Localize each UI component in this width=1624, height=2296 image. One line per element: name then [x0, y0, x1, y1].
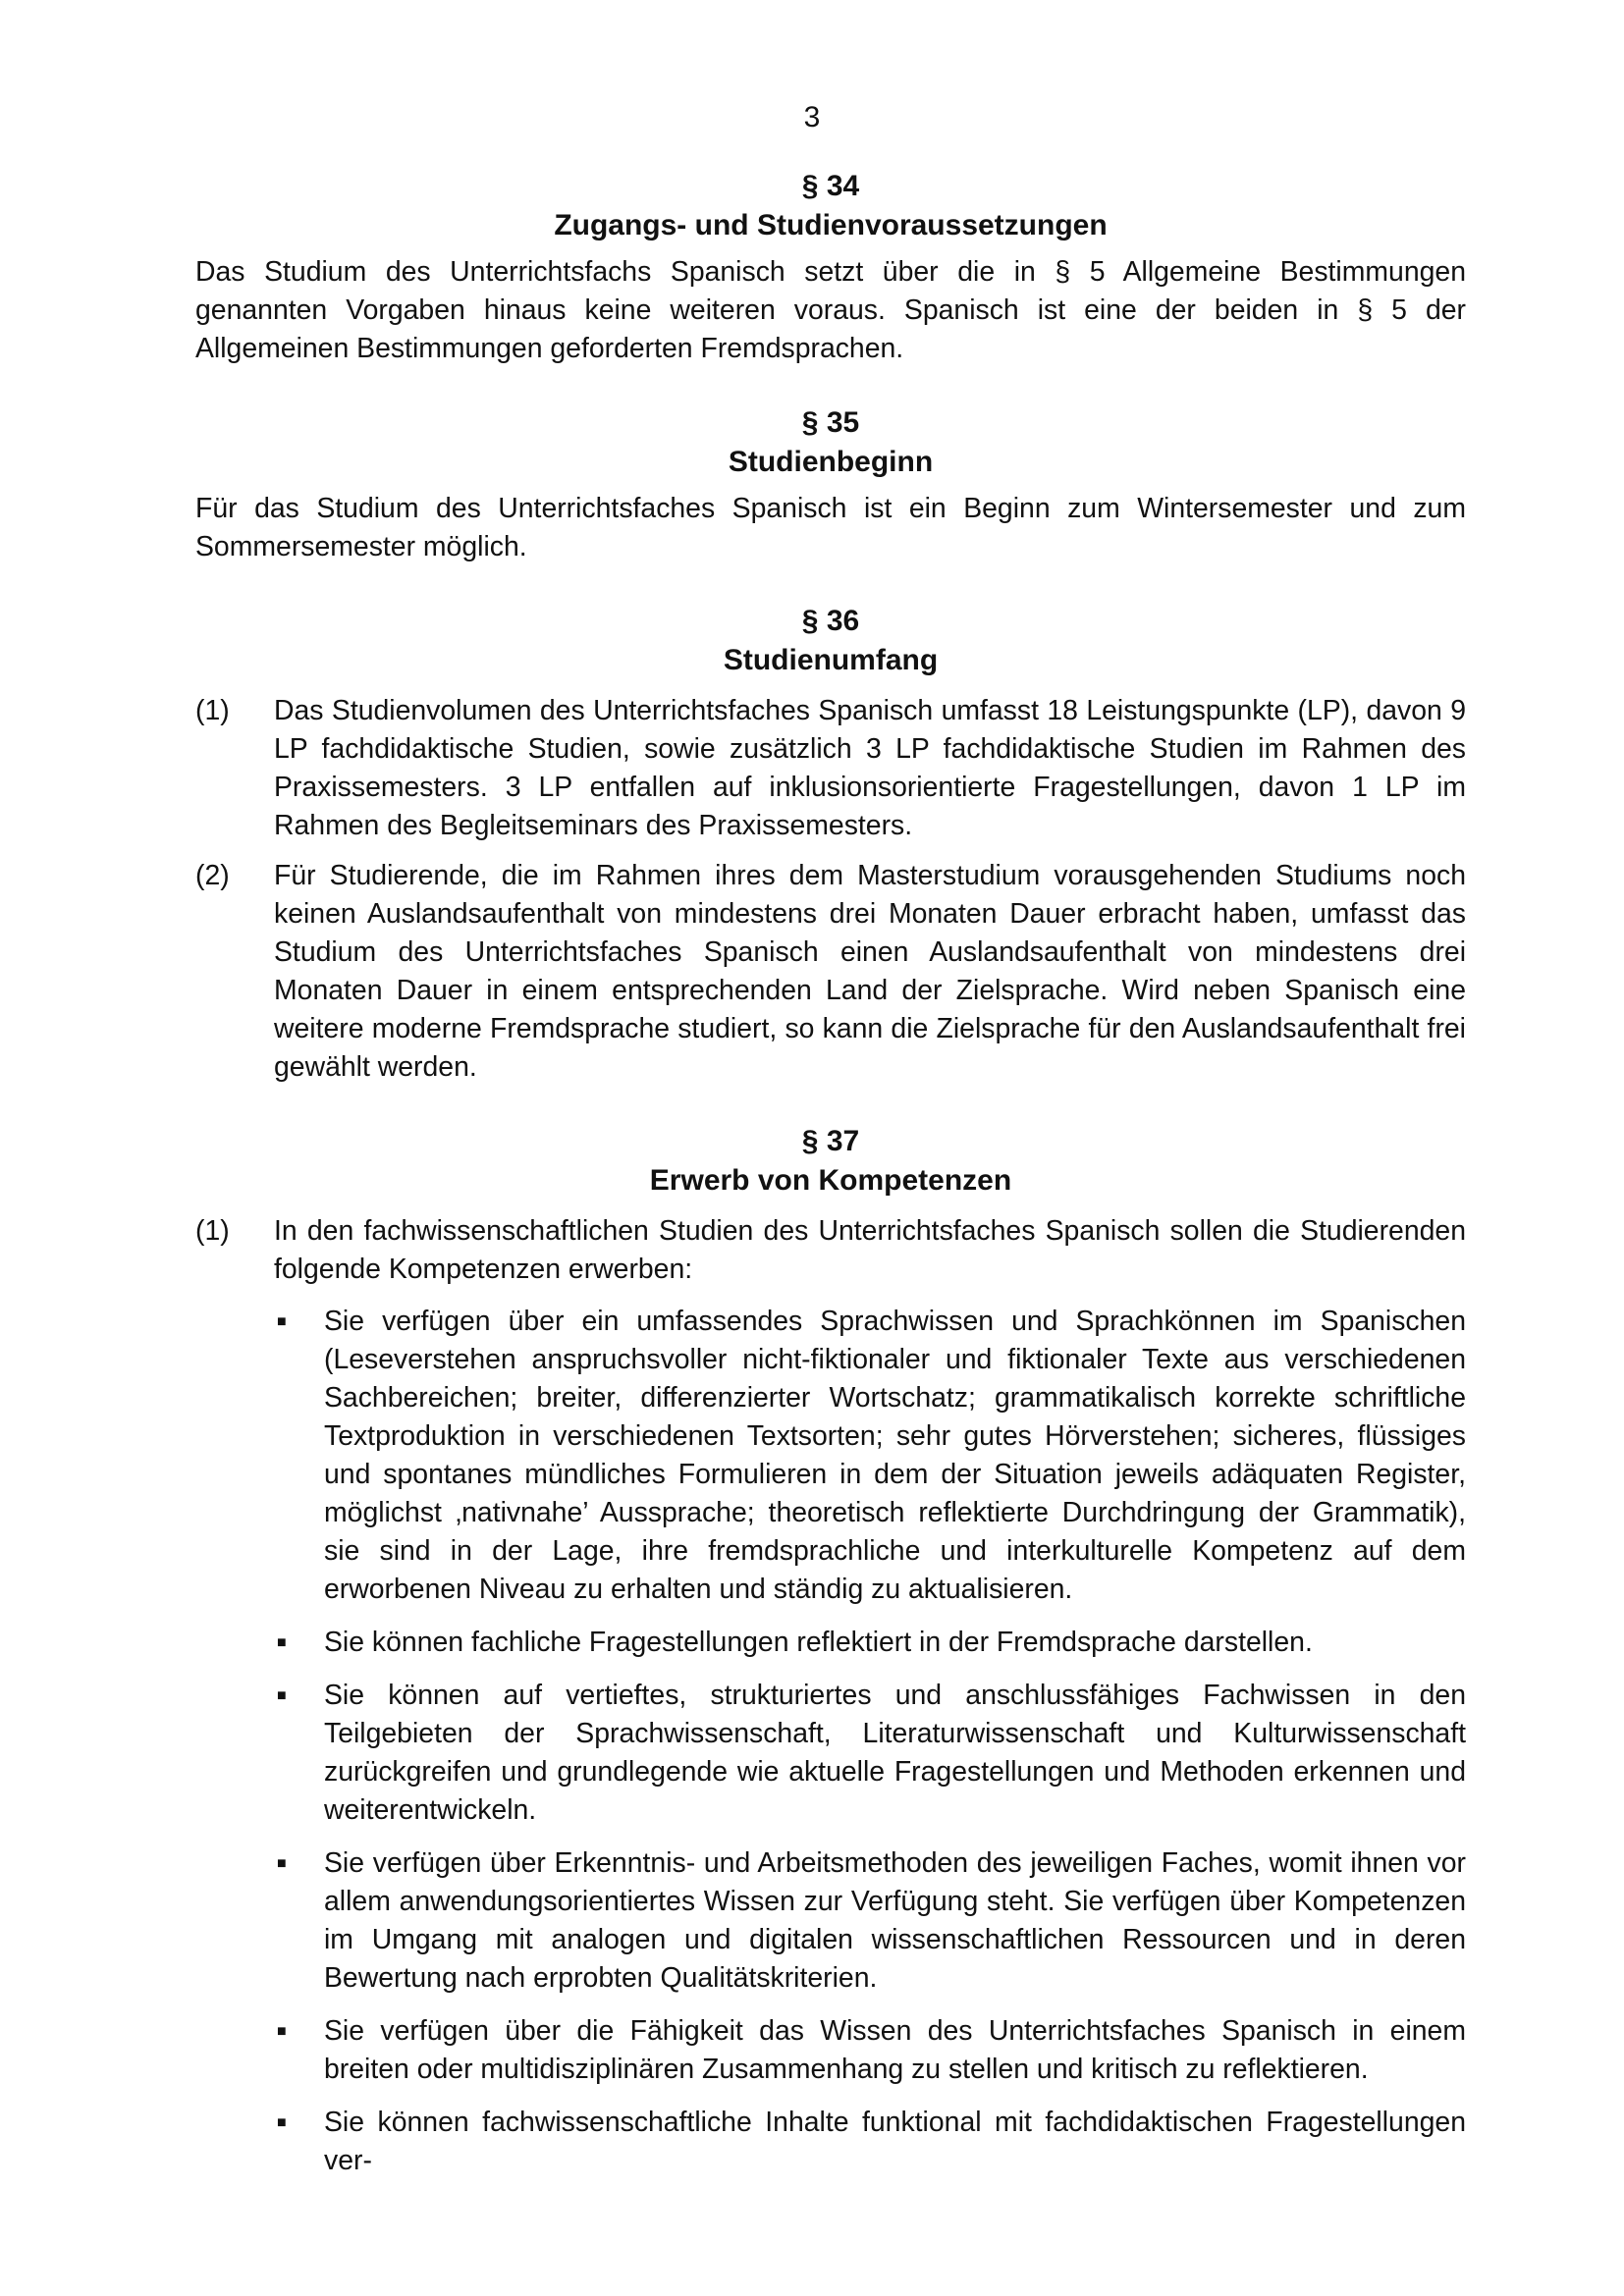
item-number: (1)	[195, 695, 230, 726]
section-34	[195, 167, 1466, 368]
square-bullet-icon: ■	[277, 1687, 287, 1704]
bullet-item	[274, 1303, 1466, 1609]
bullet-text: Sie verfügen über Erkenntnis- und Arbeitsmethoden des jeweiligen Faches, womit ihnen vor allem anwendungsorientiertes Wissen zur Verfügung steht. Sie verfügen über Kompetenzen im Umgang mit analogen und digitalen wissenschaftlichen Ressourcen und in deren Bewertung nach erprobten Qualitätskriterien.	[324, 1847, 1466, 1994]
competence-list	[274, 1303, 1466, 2180]
item-text: Für Studierende, die im Rahmen ihres dem Masterstudium vorausgehenden Studiums noch keinen Auslandsaufenthalt von mindestens drei Monaten Dauer erbracht haben, umfasst das Studium des Unterrichtsfaches Spanisch einen Auslandsaufenthalt von mindestens drei Monaten Dauer in einem entsprechenden Land der Zielsprache. Wird neben Spanisch eine weitere moderne Fremdsprache studiert, so kann die Zielsprache für den Auslandsaufenthalt frei gewählt werden.	[274, 860, 1466, 1083]
section-number: § 37	[801, 1125, 860, 1157]
item-text: Das Studienvolumen des Unterrichtsfaches Spanisch umfasst 18 Leistungspunkte (LP), davon 9 LP fachdidaktische Studien, sowie zusätzlich 3 LP fachdidaktische Studien im Rahmen des Praxissemesters. 3 LP entfallen auf inklusionsorientierte Fragestellungen, davon 1 LP im Rahmen des Begleitseminars des Praxissemesters.	[274, 695, 1466, 841]
bullet-text: Sie können fachliche Fragestellungen reflektiert in der Fremdsprache darstellen.	[324, 1627, 1313, 1658]
square-bullet-icon: ■	[277, 1855, 287, 1872]
square-bullet-icon: ■	[277, 2023, 287, 2040]
bullet-item	[274, 2012, 1466, 2089]
list-item	[195, 692, 1466, 845]
section-title: Zugangs- und Studienvoraussetzungen	[554, 209, 1108, 241]
item-number: (2)	[195, 860, 230, 891]
section-35	[195, 403, 1466, 566]
square-bullet-icon: ■	[277, 1313, 287, 1330]
document-body	[195, 167, 1466, 2230]
section-paragraph: Für das Studium des Unterrichtsfaches Spanisch ist ein Beginn zum Wintersemester und zum Sommersemester möglich.	[195, 493, 1466, 562]
section-title: Studienumfang	[723, 644, 939, 676]
section-number: § 34	[801, 170, 860, 202]
bullet-text: Sie verfügen über ein umfassendes Sprachwissen und Sprachkönnen im Spanischen (Leseverstehen anspruchsvoller nicht-fiktionaler und fiktionaler Texte aus verschiedenen Sachbereichen; breiter, differenzierter Wortschatz; grammatikalisch korrekte schriftliche Textproduktion in verschiedenen Textsorten; sehr gutes Hörverstehen; sicheres, flüssiges und spontanes mündliches Formulieren in dem der Situation jeweils adäquaten Register, möglichst ‚nativnahe’ Aussprache; theoretisch reflektierte Durchdringung der Grammatik), sie sind in der Lage, ihre fremdsprachliche und interkulturelle Kompetenz auf dem erworbenen Niveau zu erhalten und ständig zu aktualisieren.	[324, 1306, 1466, 1605]
section-36	[195, 602, 1466, 1087]
bullet-text: Sie können auf vertieftes, strukturiertes und anschlussfähiges Fachwissen in den Teilgebieten der Sprachwissenschaft, Literaturwissenschaft und Kulturwissenschaft zurückgreifen und grundlegende wie aktuelle Fragestellungen und Methoden erkennen und weiterentwickeln.	[324, 1680, 1466, 1826]
bullet-item	[274, 2104, 1466, 2180]
item-text: In den fachwissenschaftlichen Studien des Unterrichtsfaches Spanisch sollen die Studierenden folgende Kompetenzen erwerben:	[274, 1215, 1466, 1285]
bullet-item	[274, 1844, 1466, 1998]
section-number: § 35	[801, 406, 860, 439]
bullet-item	[274, 1677, 1466, 1830]
item-number: (1)	[195, 1215, 230, 1247]
page-number: 3	[803, 101, 821, 133]
list-item	[195, 1212, 1466, 2195]
section-number: § 36	[801, 605, 860, 637]
bullet-text: Sie können fachwissenschaftliche Inhalte funktional mit fachdidaktischen Fragestellungen ver-	[324, 2107, 1466, 2176]
section-title: Studienbeginn	[728, 446, 934, 478]
square-bullet-icon: ■	[277, 1634, 287, 1651]
bullet-text: Sie verfügen über die Fähigkeit das Wissen des Unterrichtsfaches Spanisch in einem breiten oder multidisziplinären Zusammenhang zu stellen und kritisch zu reflektieren.	[324, 2015, 1466, 2085]
list-item	[195, 857, 1466, 1087]
bullet-item	[274, 1624, 1466, 1662]
section-paragraph: Das Studium des Unterrichtsfachs Spanisch setzt über die in § 5 Allgemeine Bestimmungen genannten Vorgaben hinaus keine weiteren voraus. Spanisch ist eine der beiden in § 5 der Allgemeinen Bestimmungen geforderten Fremdsprachen.	[195, 256, 1466, 364]
section-title: Erwerb von Kompetenzen	[649, 1164, 1012, 1197]
section-37	[195, 1122, 1466, 2195]
square-bullet-icon: ■	[277, 2114, 287, 2131]
